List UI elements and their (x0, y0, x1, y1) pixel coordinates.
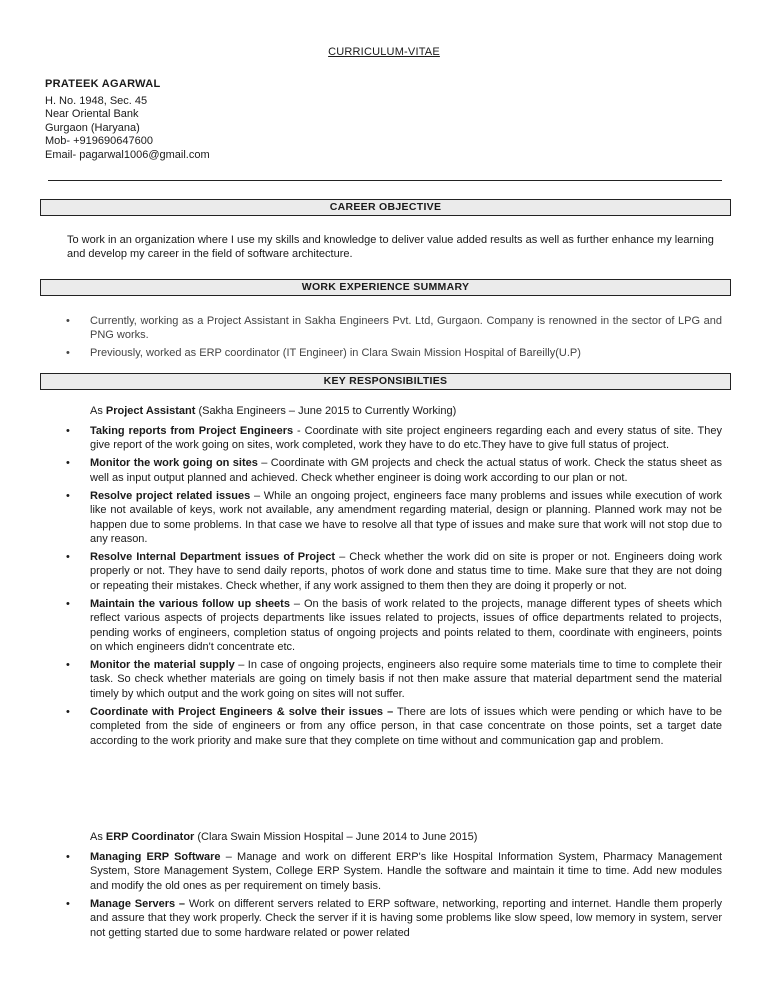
role-title: Project Assistant (105, 405, 196, 417)
address-line-3: Gurgaon (Haryana) (45, 121, 140, 134)
role-heading-erp-coordinator: As ERP Coordinator (Clara Swain Mission Hospital – June 2014 to June 2015) (90, 831, 478, 843)
bullet-icon: • (66, 659, 70, 672)
role-title: ERP Coordinator (105, 831, 195, 843)
bullet-icon: • (66, 851, 70, 863)
bullet-icon: • (66, 425, 70, 437)
list-item: • Taking reports from Project Engineers - Coordinate with site project engineers regarding each and every status of site. They give report of the work going on sites, work completed, work they have to do etc.They have to give full status of project. (66, 425, 722, 452)
list-item: • Managing ERP Software – Manage and work on different ERP's like Hospital Information System, Pharmacy Management System, Store Management System, College ERP System. Handle the software and maintain it time to time. Add new modules and modify the old ones as per requirement on timely basis. (66, 851, 722, 892)
list-item: • Coordinate with Project Engineers & solve their issues – There are lots of issues which were pending or which have to be completed from the side of engineers or from any office person, in that case concentrate on those points, set a target date according to the work priority and make sure that they complete on time without and communication gap and problem. (66, 705, 722, 747)
candidate-name: PRATEEK AGARWAL (45, 78, 161, 90)
list-item: • Monitor the work going on sites – Coordinate with GM projects and check the actual status of work. Check the status sheet as well as input output planned and achieved. Check whether engineer is doing work according to our plan or not. (66, 457, 722, 484)
project-assistant-responsibilities (0, 424, 722, 752)
list-item: • Previously, worked as ERP coordinator (IT Engineer) in Clara Swain Mission Hospital of Bareilly(U.P) (66, 347, 581, 360)
bullet-icon: • (66, 315, 70, 327)
header-divider (48, 180, 722, 181)
bullet-icon: • (66, 897, 70, 910)
list-item: • Monitor the material supply – In case of ongoing projects, engineers also require some materials time to time to complete their task. So check whether materials are going on timely basis if not then make assure that material department send the material timely by which output and the work going on sites will not suffer. (66, 659, 722, 700)
bullet-icon: • (66, 489, 70, 502)
career-objective-heading: CAREER OBJECTIVE (40, 199, 731, 216)
bullet-icon: • (66, 551, 70, 564)
bullet-icon: • (66, 457, 70, 470)
contact-block (45, 78, 210, 163)
address-line-1: H. No. 1948, Sec. 45 (45, 94, 148, 107)
email-address: Email- pagarwal1006@gmail.com (45, 148, 210, 161)
key-responsibilities-heading: KEY RESPONSIBILTIES (40, 373, 731, 390)
erp-coordinator-responsibilities (0, 850, 722, 944)
work-experience-list (0, 314, 722, 364)
work-experience-heading: WORK EXPERIENCE SUMMARY (40, 279, 731, 296)
list-item: • Manage Servers – Work on different servers related to ERP software, networking, reporting and internet. Handle them properly and assure that they work properly. Check the server if it is having some problems like slow speed, low memory in system, server not getting started due to some hardware related or power related (66, 897, 722, 939)
bullet-icon: • (66, 347, 70, 360)
list-item: • Resolve project related issues – While an ongoing project, engineers face many problems and issues while execution of work like not available of keys, work not available, any amendment regarding material, design or planning. Planned work may not be happen due to some problems. In that case we have to resolve all that type of issues and make sure that work will not stop due to any reason. (66, 489, 722, 546)
list-item: • Maintain the various follow up sheets – On the basis of work related to the projects, manage different types of sheets which reflect various aspects of projects departments like issues related to projects, issues of office departments related to projects, pending works of engineers, completion status of ongoing projects and points related to them, coordinate with engineers, points on which engineers didn't concentrate etc. (66, 597, 722, 654)
role-heading-project-assistant: As Project Assistant (Sakha Engineers – June 2015 to Currently Working) (90, 405, 457, 417)
list-item: • Currently, working as a Project Assistant in Sakha Engineers Pvt. Ltd, Gurgaon. Company is renowned in the sector of LPG and PNG works. (66, 315, 722, 342)
address-line-2: Near Oriental Bank (45, 108, 139, 121)
mobile-number: Mob- +919690647600 (45, 135, 153, 148)
list-item: • Resolve Internal Department issues of Project – Check whether the work did on site is proper or not. Engineers doing work properly or not. They have to send daily reports, photos of work done and status time to time. Make sure that they are not doing or repeating their mistakes. Check whether, if any work assigned to them then they are doing it properly or not. (66, 551, 722, 592)
career-objective-text: To work in an organization where I use my skills and knowledge to deliver value added results as well as further enhance my learning and develop my career in the field of software architecture. (67, 234, 714, 260)
document-title: CURRICULUM-VITAE (328, 46, 440, 58)
bullet-icon: • (66, 705, 70, 718)
bullet-icon: • (66, 597, 70, 610)
